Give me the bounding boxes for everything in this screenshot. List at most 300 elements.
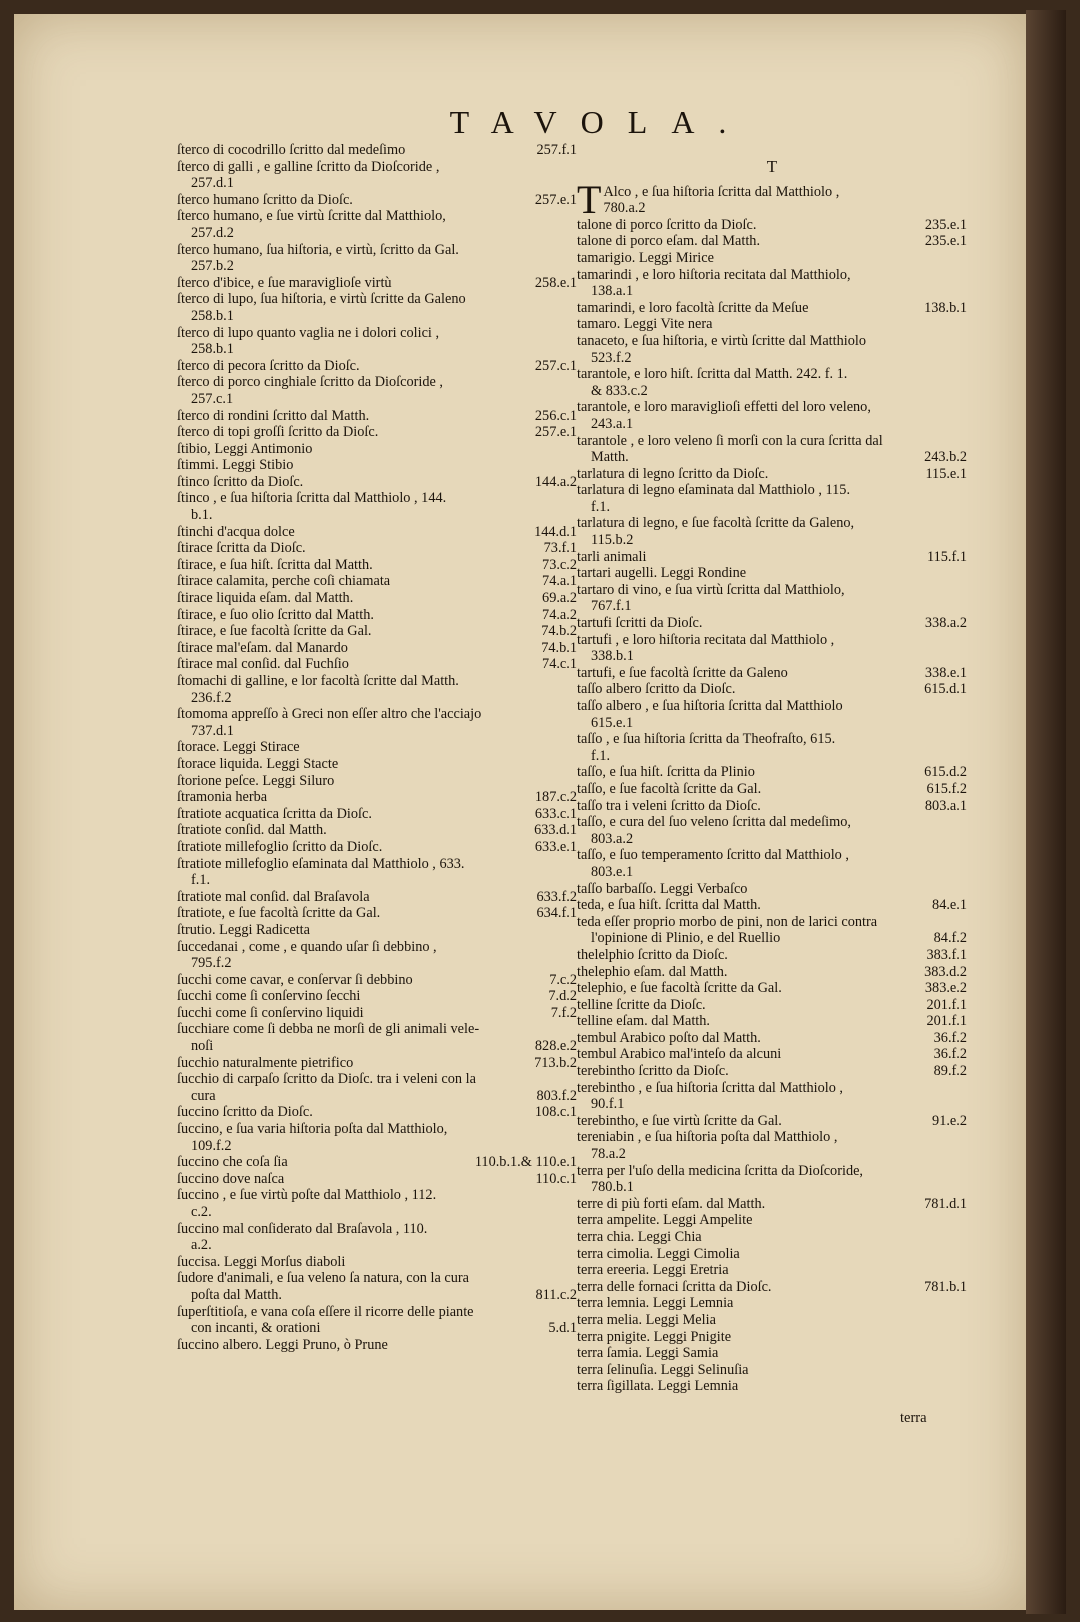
entry-text: tartufi , e loro hiſtoria recitata dal Matthiolo , (577, 631, 835, 648)
entry-cont-text: 236.f.2 (191, 689, 232, 706)
entry-ref: 235.e.1 (924, 233, 967, 250)
entry-cont-text: 109.f.2 (191, 1137, 232, 1154)
entry-text: terra chia. Leggi Chia (577, 1229, 702, 1245)
entry-continuation (577, 383, 967, 400)
entry-text: ſtirace, e ſuo olio ſcritto dal Matth. (177, 606, 374, 623)
entry-text: terra cimolia. Leggi Cimolia (577, 1245, 740, 1262)
index-entry (177, 358, 577, 375)
entry-ref: 811.c.2 (535, 1286, 577, 1303)
entry-continuation (577, 1146, 967, 1163)
index-entry (577, 300, 967, 317)
entry-text: taſſo , e ſua hiſtoria ſcritta da Theofraſto, 615. (577, 731, 836, 748)
index-entry (177, 142, 577, 159)
index-entry (577, 1295, 967, 1312)
entry-ref: 84.f.2 (933, 930, 967, 947)
entry-ref: 803.a.1 (924, 797, 967, 814)
entry-cont-text: 257.b.2 (191, 258, 234, 275)
entry-text: ſtirace calamita, perche coſi chiamata (177, 573, 391, 590)
index-entry (177, 1005, 577, 1022)
index-entry (177, 623, 577, 640)
entry-text: terra lemnia. Leggi Lemnia (577, 1295, 734, 1312)
index-entry (177, 1337, 577, 1354)
entry-continuation (177, 1138, 577, 1155)
index-entry (577, 1030, 967, 1047)
entry-cont-text: 767.f.1 (591, 598, 632, 615)
index-entry (177, 1055, 577, 1072)
entry-continuation (177, 175, 577, 192)
index-entry (577, 964, 967, 981)
index-entry (177, 408, 577, 425)
index-entry (177, 806, 577, 823)
entry-text: telline eſam. dal Matth. (577, 1013, 711, 1030)
index-entry (577, 764, 967, 781)
entry-text: tamarindi, e loro facoltà ſcritte da Meſue (577, 299, 809, 316)
entry-continuation (577, 449, 967, 466)
entry-text: ſtramonia herba (177, 789, 268, 806)
index-entry (577, 333, 967, 366)
entry-text: tarantole , e loro veleno ſi morſi con la cura ſcritta dal (577, 432, 883, 449)
entry-text: tembul Arabico poſto dal Matth. (577, 1029, 761, 1046)
entry-text: ſudore d'animali, e ſua veleno ſa natura, con la cura (177, 1270, 469, 1287)
entry-text: tereniabin , e ſua hiſtoria poſta dal Matthiolo , (577, 1129, 838, 1146)
entry-text: terebintho, e ſue virtù ſcritte da Gal. (577, 1112, 782, 1129)
entry-ref: 828.e.2 (534, 1038, 577, 1055)
index-entry (177, 540, 577, 557)
index-entry (177, 524, 577, 541)
entry-text: ſtinco , e ſua hiſtoria ſcritta dal Matthiolo , 144. (177, 490, 447, 507)
index-entry (177, 474, 577, 491)
entry-cont-text: 258.b.1 (191, 307, 234, 324)
index-entry (577, 997, 967, 1014)
entry-ref: 781.b.1 (924, 1278, 967, 1295)
entry-ref (569, 922, 577, 939)
index-entry (177, 739, 577, 756)
index-entry (577, 1113, 967, 1130)
entry-ref: 633.d.1 (534, 822, 577, 839)
entry-text: taſſo barbaſſo. Leggi Verbaſco (577, 880, 748, 897)
index-entry (177, 441, 577, 458)
entry-continuation (177, 872, 577, 889)
entry-text: taſſo albero ſcritto da Dioſc. (577, 681, 736, 698)
index-entry (577, 632, 967, 665)
index-entry (577, 980, 967, 997)
entry-ref (959, 1312, 967, 1329)
entry-ref: 615.d.1 (924, 681, 967, 698)
index-entry (577, 1362, 967, 1379)
entry-text: telephio, e ſue facoltà ſcritte da Gal. (577, 980, 782, 997)
entry-continuation (577, 283, 967, 300)
index-entry (177, 1254, 577, 1271)
index-entry (577, 549, 967, 566)
entry-ref (569, 1337, 577, 1354)
entry-continuation (177, 225, 577, 242)
entry-ref: 5.d.1 (548, 1320, 577, 1337)
entry-cont-text: 803.a.2 (591, 830, 634, 847)
entry-continuation (577, 831, 967, 848)
entry-continuation (177, 507, 577, 524)
drop-cap: T (577, 176, 602, 222)
entry-ref: 74.a.2 (542, 606, 577, 623)
entry-text: terra ſigillata. Leggi Lemnia (577, 1378, 739, 1395)
index-entry (577, 482, 967, 515)
entry-ref: 69.a.2 (542, 590, 577, 607)
index-entry (177, 607, 577, 624)
index-entry (577, 1063, 967, 1080)
entry-ref: 256.c.1 (534, 407, 577, 424)
entry-ref: 383.e.2 (924, 980, 967, 997)
entry-text: ſterco d'ibice, e ſue maraviglioſe virtù (177, 274, 392, 291)
entry-ref (959, 1212, 967, 1229)
entry-continuation (177, 1320, 577, 1337)
index-entry (177, 839, 577, 856)
entry-text: thelephio eſam. dal Matth. (577, 963, 728, 980)
entry-ref (959, 1262, 967, 1279)
entry-continuation (577, 715, 967, 732)
entry-text: talone di porco ſcritto da Dioſc. (577, 216, 757, 233)
left-column (177, 142, 577, 1353)
entry-text: teda, e ſua hiſt. ſcritta dal Matth. (577, 897, 761, 914)
entry-ref: 7.d.2 (548, 988, 577, 1005)
entry-ref (569, 739, 577, 756)
entry-text: ſtratiote, e ſue facoltà ſcritte da Gal. (177, 905, 381, 922)
entry-cont-text: 243.a.1 (591, 415, 634, 432)
index-entry (177, 922, 577, 939)
entry-ref: 138.b.1 (924, 299, 967, 316)
index-entry (577, 1229, 967, 1246)
entry-text: ſuccisa. Leggi Morſus diaboli (177, 1253, 346, 1270)
entry-ref: 115.e.1 (925, 465, 967, 482)
entry-cont-text: 257.c.1 (191, 390, 234, 407)
entry-ref: 257.c.1 (534, 357, 577, 374)
entry-ref (959, 881, 967, 898)
entry-text: ſtratiote acquatica ſcritta da Dioſc. (177, 805, 372, 822)
index-entry (577, 1246, 967, 1263)
entry-ref: 257.f.1 (536, 142, 577, 158)
entry-text: terra melia. Leggi Melia (577, 1311, 716, 1328)
entry-cont-text: 115.b.2 (591, 532, 634, 549)
index-entry (577, 176, 967, 222)
index-entry (577, 217, 967, 234)
entry-text: tartari augelli. Leggi Rondine (577, 565, 747, 582)
entry-cont-text: 257.d.1 (191, 175, 234, 192)
index-entry (577, 781, 967, 798)
entry-text: ſterco humano ſcritto da Dioſc. (177, 191, 353, 208)
entry-ref: 201.f.1 (926, 996, 967, 1013)
entry-text: ſuccino, e ſua varia hiſtoria poſta dal Matthiolo, (177, 1121, 448, 1138)
entry-ref (569, 1254, 577, 1271)
entry-ref: 144.d.1 (534, 523, 577, 540)
entry-text: terra ſelinuſia. Leggi Selinuſia (577, 1361, 749, 1378)
index-entry (577, 1262, 967, 1279)
entry-text: tarlatura di legno eſaminata dal Matthiolo , 115. (577, 482, 851, 499)
entry-ref (959, 1378, 967, 1395)
entry-ref: 235.e.1 (924, 216, 967, 233)
entry-text: ſterco di galli , e galline ſcritto da Dioſcoride , (177, 158, 440, 175)
entry-text: terra delle fornaci ſcritta da Dioſc. (577, 1278, 772, 1295)
entry-text: ſuccino , e ſue virtù poſte dal Matthiolo , 112. (177, 1187, 437, 1204)
index-entry (177, 905, 577, 922)
entry-cont-text: f.1. (591, 747, 611, 764)
index-entry (577, 1312, 967, 1329)
index-entry (177, 1071, 577, 1104)
index-entry (177, 656, 577, 673)
entry-text: tamarigio. Leggi Mirice (577, 249, 714, 266)
entry-text: telline ſcritte da Dioſc. (577, 996, 706, 1013)
entry-ref: 201.f.1 (926, 1013, 967, 1030)
entry-text: tarlatura di legno ſcritto da Dioſc. (577, 465, 769, 482)
entry-cont-text: f.1. (191, 872, 211, 889)
index-entry (577, 267, 967, 300)
entry-ref: 115.f.1 (927, 548, 967, 565)
entry-continuation (177, 1287, 577, 1304)
index-entry (177, 822, 577, 839)
entry-text: tarlatura di legno, e ſue facoltà ſcritte da Galeno, (577, 515, 855, 532)
entry-cont-text: 780.b.1 (591, 1179, 634, 1196)
entry-continuation (577, 748, 967, 765)
index-entry (177, 773, 577, 790)
entry-ref (959, 565, 967, 582)
entry-text: ſtirace mal'eſam. dal Manardo (177, 639, 348, 656)
index-entry (177, 889, 577, 906)
entry-ref: 383.f.1 (926, 946, 967, 963)
index-entry (177, 1154, 577, 1171)
index-entry (177, 490, 577, 523)
index-entry (177, 1270, 577, 1303)
entry-text: ſtirace liquida eſam. dal Matth. (177, 590, 354, 607)
index-entry (177, 756, 577, 773)
index-entry (177, 1104, 577, 1121)
index-entry (177, 159, 577, 192)
entry-continuation (577, 598, 967, 615)
entry-ref (959, 1295, 967, 1312)
entry-ref (959, 1229, 967, 1246)
entry-text: ſtirace ſcritta da Dioſc. (177, 540, 306, 557)
entry-cont-text: 257.d.2 (191, 224, 234, 241)
entry-ref: 258.e.1 (534, 274, 577, 291)
page-title: TAVOLA. (449, 104, 751, 140)
entry-text: ſuccino ſcritto da Dioſc. (177, 1104, 313, 1121)
entry-text: ſtinchi d'acqua dolce (177, 523, 295, 540)
entry-text: taſſo, e ſuo temperamento ſcritto dal Matthiolo , (577, 847, 849, 864)
entry-continuation (177, 1038, 577, 1055)
index-entry (177, 291, 577, 324)
entry-text: ſtibio, Leggi Antimonio (177, 440, 313, 457)
entry-text: tartufi ſcritti da Dioſc. (577, 615, 703, 632)
entry-cont-text: l'opinione di Plinio, e del Ruellio (591, 930, 781, 947)
entry-text: ſtratiote mal conſid. dal Braſavola (177, 888, 370, 905)
entry-text: tartaro di vino, e ſua virtù ſcritta dal Matthiolo, (577, 581, 845, 598)
entry-continuation (177, 723, 577, 740)
entry-cont-text: f.1. (591, 498, 611, 515)
entry-ref (569, 756, 577, 773)
entry-ref: 338.e.1 (924, 664, 967, 681)
index-entry (577, 814, 967, 847)
entry-ref: 110.c.1 (535, 1170, 577, 1187)
entry-ref (959, 1362, 967, 1379)
entry-ref: 73.f.1 (543, 540, 577, 557)
index-entry (177, 988, 577, 1005)
entry-text: ſucchiare come ſi debba ne morſi de gli animali vele- (177, 1021, 480, 1038)
index-entry (577, 1163, 967, 1196)
entry-text: teda eſſer proprio morbo de pini, non de larici contra (577, 913, 878, 930)
entry-continuation (577, 350, 967, 367)
entry-cont-text: 523.f.2 (591, 349, 632, 366)
index-entry (577, 665, 967, 682)
entry-text: tanaceto, e ſua hiſtoria, e virtù ſcritte dal Matthiolo (577, 332, 867, 349)
entry-continuation (577, 930, 967, 947)
entry-ref: 84.e.1 (932, 897, 967, 914)
entry-text: terra ampelite. Leggi Ampelite (577, 1212, 753, 1229)
entry-ref (959, 1329, 967, 1346)
entry-text: ſtirace mal conſid. dal Fuchſio (177, 656, 349, 673)
index-entry (177, 1171, 577, 1188)
entry-continuation (177, 1088, 577, 1105)
entry-ref: 383.d.2 (924, 963, 967, 980)
entry-continuation (577, 1179, 967, 1196)
entry-continuation (577, 648, 967, 665)
index-entry (577, 1279, 967, 1296)
right-column (577, 159, 967, 1395)
entry-text: ſterco di pecora ſcritto da Dioſc. (177, 357, 360, 374)
index-entry (577, 316, 967, 333)
entry-text: terra pnigite. Leggi Pnigite (577, 1328, 732, 1345)
entry-ref: 633.f.2 (536, 888, 577, 905)
entry-ref (959, 1246, 967, 1263)
entry-ref: 633.c.1 (534, 805, 577, 822)
index-entry (577, 1129, 967, 1162)
entry-text: tamaro. Leggi Vite nera (577, 316, 713, 333)
entry-text: tarantole, e loro maraviglioſi effetti del loro veleno, (577, 399, 871, 416)
index-entry (177, 325, 577, 358)
index-entry (177, 1021, 577, 1054)
index-entry (177, 374, 577, 407)
entry-ref: 243.b.2 (924, 449, 967, 466)
entry-text: ſtratiote millefoglio ſcritto da Dioſc. (177, 838, 383, 855)
entry-cont-text: 78.a.2 (591, 1146, 626, 1163)
entry-text: ſterco di topi groſſi ſcritto da Dioſc. (177, 424, 379, 441)
index-entry (177, 939, 577, 972)
entry-ref (569, 441, 577, 458)
index-entry (577, 698, 967, 731)
entry-ref (569, 457, 577, 474)
entry-text: taſſo, e ſue facoltà ſcritte da Gal. (577, 780, 762, 797)
entry-text: terebintho , e ſua hiſtoria ſcritta dal Matthiolo , (577, 1079, 844, 1096)
index-entry (577, 1329, 967, 1346)
entry-continuation (177, 341, 577, 358)
entry-ref (569, 773, 577, 790)
index-entry (177, 640, 577, 657)
index-entry (577, 1046, 967, 1063)
index-entry (577, 947, 967, 964)
index-entry (577, 582, 967, 615)
entry-continuation (177, 1204, 577, 1221)
entry-ref: 338.a.2 (924, 615, 967, 632)
entry-ref: 108.c.1 (534, 1104, 577, 1121)
index-entry (577, 565, 967, 582)
entry-text: ſterco humano, ſua hiſtoria, e virtù, ſcritto da Gal. (177, 241, 459, 258)
entry-cont-text: noſi (191, 1038, 214, 1055)
index-entry (577, 433, 967, 466)
entry-text: ſtimmi. Leggi Stibio (177, 457, 294, 474)
entry-cont-text: c.2. (191, 1204, 212, 1220)
index-entry (177, 590, 577, 607)
index-entry (177, 557, 577, 574)
entry-continuation (577, 499, 967, 516)
entry-text: ſucchi come ſi conſervino liquidi (177, 1004, 364, 1021)
section-letter: T (766, 157, 778, 176)
entry-text: ſtrutio. Leggi Radicetta (177, 921, 311, 938)
entry-ref: 634.f.1 (536, 905, 577, 922)
entry-ref: 74.b.1 (541, 639, 577, 656)
index-entry (577, 1345, 967, 1362)
entry-ref: 713.b.2 (534, 1054, 577, 1071)
entry-cont-text: 338.b.1 (591, 648, 634, 665)
index-entry (177, 573, 577, 590)
entry-text: Alco , e ſua hiſtoria ſcritta dal Matthiolo , (603, 183, 840, 200)
entry-cont-text: 795.f.2 (191, 955, 232, 972)
index-entry (577, 681, 967, 698)
catchword: terra (900, 1410, 927, 1426)
entry-text: ſterco di cocodrillo ſcritto dal medeſimo (177, 142, 406, 158)
entry-text: ſtorace. Leggi Stirace (177, 739, 300, 756)
entry-text: ſtomoma appreſſo à Greci non eſſer altro che l'acciajo (177, 706, 482, 723)
entry-text: terre di più forti eſam. dal Matth. (577, 1195, 766, 1212)
index-entry (177, 673, 577, 706)
entry-text: ſtratiote millefoglio eſaminata dal Matthiolo , 633. (177, 855, 465, 872)
index-entry (577, 798, 967, 815)
entry-ref: 36.f.2 (933, 1046, 967, 1063)
entry-ref: 187.c.2 (534, 789, 577, 806)
entry-ref: 781.d.1 (924, 1195, 967, 1212)
index-entry (577, 366, 967, 399)
index-entry (177, 1187, 577, 1220)
entry-text: ſtratiote conſid. dal Matth. (177, 822, 327, 839)
entry-cont-text: 138.a.1 (591, 283, 634, 300)
entry-text: terebintho ſcritto da Dioſc. (577, 1063, 729, 1080)
index-entry (177, 208, 577, 241)
index-entry (577, 1080, 967, 1113)
entry-ref: 633.e.1 (534, 838, 577, 855)
entry-text: ſuccedanai , come , e quando uſar ſi debbino , (177, 938, 437, 955)
entry-ref: 803.f.2 (536, 1087, 577, 1104)
index-entry (577, 233, 967, 250)
entry-text: ſuccino mal conſiderato dal Braſavola , 110. (177, 1220, 428, 1237)
index-entry (177, 972, 577, 989)
entry-text: thelelphio ſcritto da Dioſc. (577, 946, 728, 963)
entry-ref: 74.c.1 (542, 656, 577, 673)
entry-text: terra per l'uſo della medicina ſcritta da Dioſcoride, (577, 1162, 864, 1179)
entry-text: tamarindi , e loro hiſtoria recitata dal Matthiolo, (577, 266, 851, 283)
entry-cont-text: 90.f.1 (591, 1096, 625, 1113)
entry-text: ſtorione peſce. Leggi Siluro (177, 772, 335, 789)
entry-continuation (177, 1237, 577, 1254)
index-entry (577, 847, 967, 880)
entry-text: ſterco di lupo quanto vaglia ne i dolori colici , (177, 324, 440, 341)
entry-cont-text: 615.e.1 (591, 714, 634, 731)
index-entry (177, 1304, 577, 1337)
entry-continuation (177, 955, 577, 972)
entry-ref (959, 1345, 967, 1362)
entry-continuation (177, 258, 577, 275)
entry-ref: 89.f.2 (933, 1063, 967, 1080)
entry-cont-text: a.2. (191, 1237, 212, 1254)
entry-ref: 110.b.1.& 110.e.1 (474, 1154, 577, 1171)
entry-ref: 73.c.2 (542, 556, 577, 573)
entry-continuation (577, 532, 967, 549)
entry-continuation (177, 391, 577, 408)
entry-text: ſterco humano, e ſue virtù ſcritte dal Matthiolo, (177, 208, 446, 225)
entry-continuation (577, 416, 967, 433)
